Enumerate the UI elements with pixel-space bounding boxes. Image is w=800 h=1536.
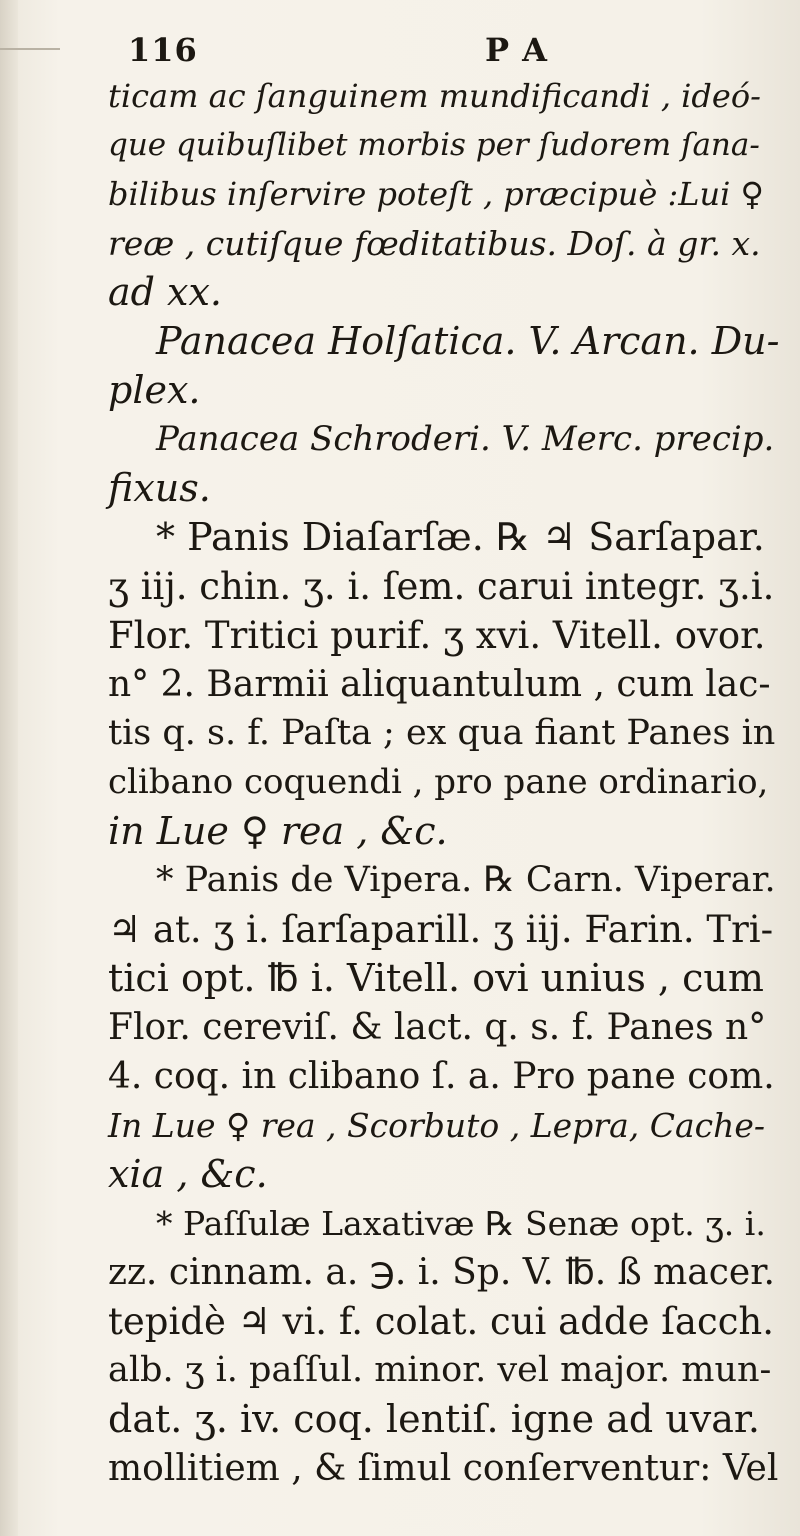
text-line: in Lue ♀ rea , &c. (108, 809, 448, 853)
text-line: Flor. cereviſ. & lact. q. s. f. Panes n° (108, 1007, 767, 1048)
text-line: Flor. Tritici purif. ʒ xvi. Vitell. ovor. (108, 614, 766, 657)
text-line: ad xx. (108, 270, 222, 314)
text-line: tis q. s. f. Paſta ; ex qua fiant Panes in (108, 713, 776, 753)
text-line: tici opt. ℔ i. Vitell. ovi unius , cum (108, 956, 764, 1000)
page-number: 116 (128, 31, 198, 69)
text-line: xia , &c. (108, 1152, 268, 1196)
text-line: In Lue ♀ rea , Scorbuto , Lepra, Cache- (108, 1106, 766, 1145)
running-head (128, 30, 548, 72)
text-line: Panacea Schroderi. V. Merc. precip. (156, 419, 775, 459)
text-line: bilibus inſervire poteſt , præcipuè :Lui ♀ (108, 175, 764, 213)
section-letters: P A (484, 31, 548, 69)
text-line: ʒ iij. chin. ʒ. i. ſem. carui integr. ʒ.i. (108, 565, 775, 608)
text-block (108, 30, 788, 1493)
text-line: clibano coquendi , pro pane ordinario, (108, 762, 769, 802)
text-line: plex. (108, 368, 201, 412)
text-line: reæ , cutiſque fœditatibus. Doſ. à gr. x. (108, 224, 761, 263)
text-line: n° 2. Barmii aliquantulum , cum lac- (108, 664, 771, 705)
text-line: Panacea Holſatica. V. Arcan. Du- (156, 319, 780, 363)
text-lines (108, 72, 788, 1493)
text-line: 4. coq. in clibano ſ. a. Pro pane com. (108, 1056, 775, 1097)
margin-rule (0, 48, 60, 50)
page-gutter (0, 0, 18, 1536)
text-line: * Panis Diaſarſæ. ℞ ♃ Sarſapar. (156, 515, 765, 559)
text-line: * Panis de Vipera. ℞ Carn. Viperar. (156, 860, 776, 900)
text-line: zz. cinnam. a. ℈. i. Sp. V. ℔. ß macer. (108, 1252, 775, 1293)
text-line: dat. ʒ. iv. coq. lentiſ. igne ad uvar. (108, 1397, 760, 1441)
text-line: mollitiem , & ſimul conſerventur: Vel (108, 1448, 779, 1489)
text-line: ticam ac ſanguinem mundificandi , ideó- (108, 77, 761, 115)
text-line: ♃ at. ʒ i. ſarſaparill. ʒ iij. Farin. Tri- (108, 908, 774, 951)
text-line: alb. ʒ i. paſſul. minor. vel major. mun- (108, 1350, 772, 1390)
text-line: tepidè ♃ vi. f. colat. cui adde ſacch. (108, 1300, 775, 1343)
text-line: * Paſſulæ Laxativæ ℞ Senæ opt. ʒ. i. (156, 1204, 766, 1243)
text-line: fixus. (108, 466, 211, 510)
text-line: que quibuſlibet morbis per ſudorem ſana- (108, 127, 760, 163)
